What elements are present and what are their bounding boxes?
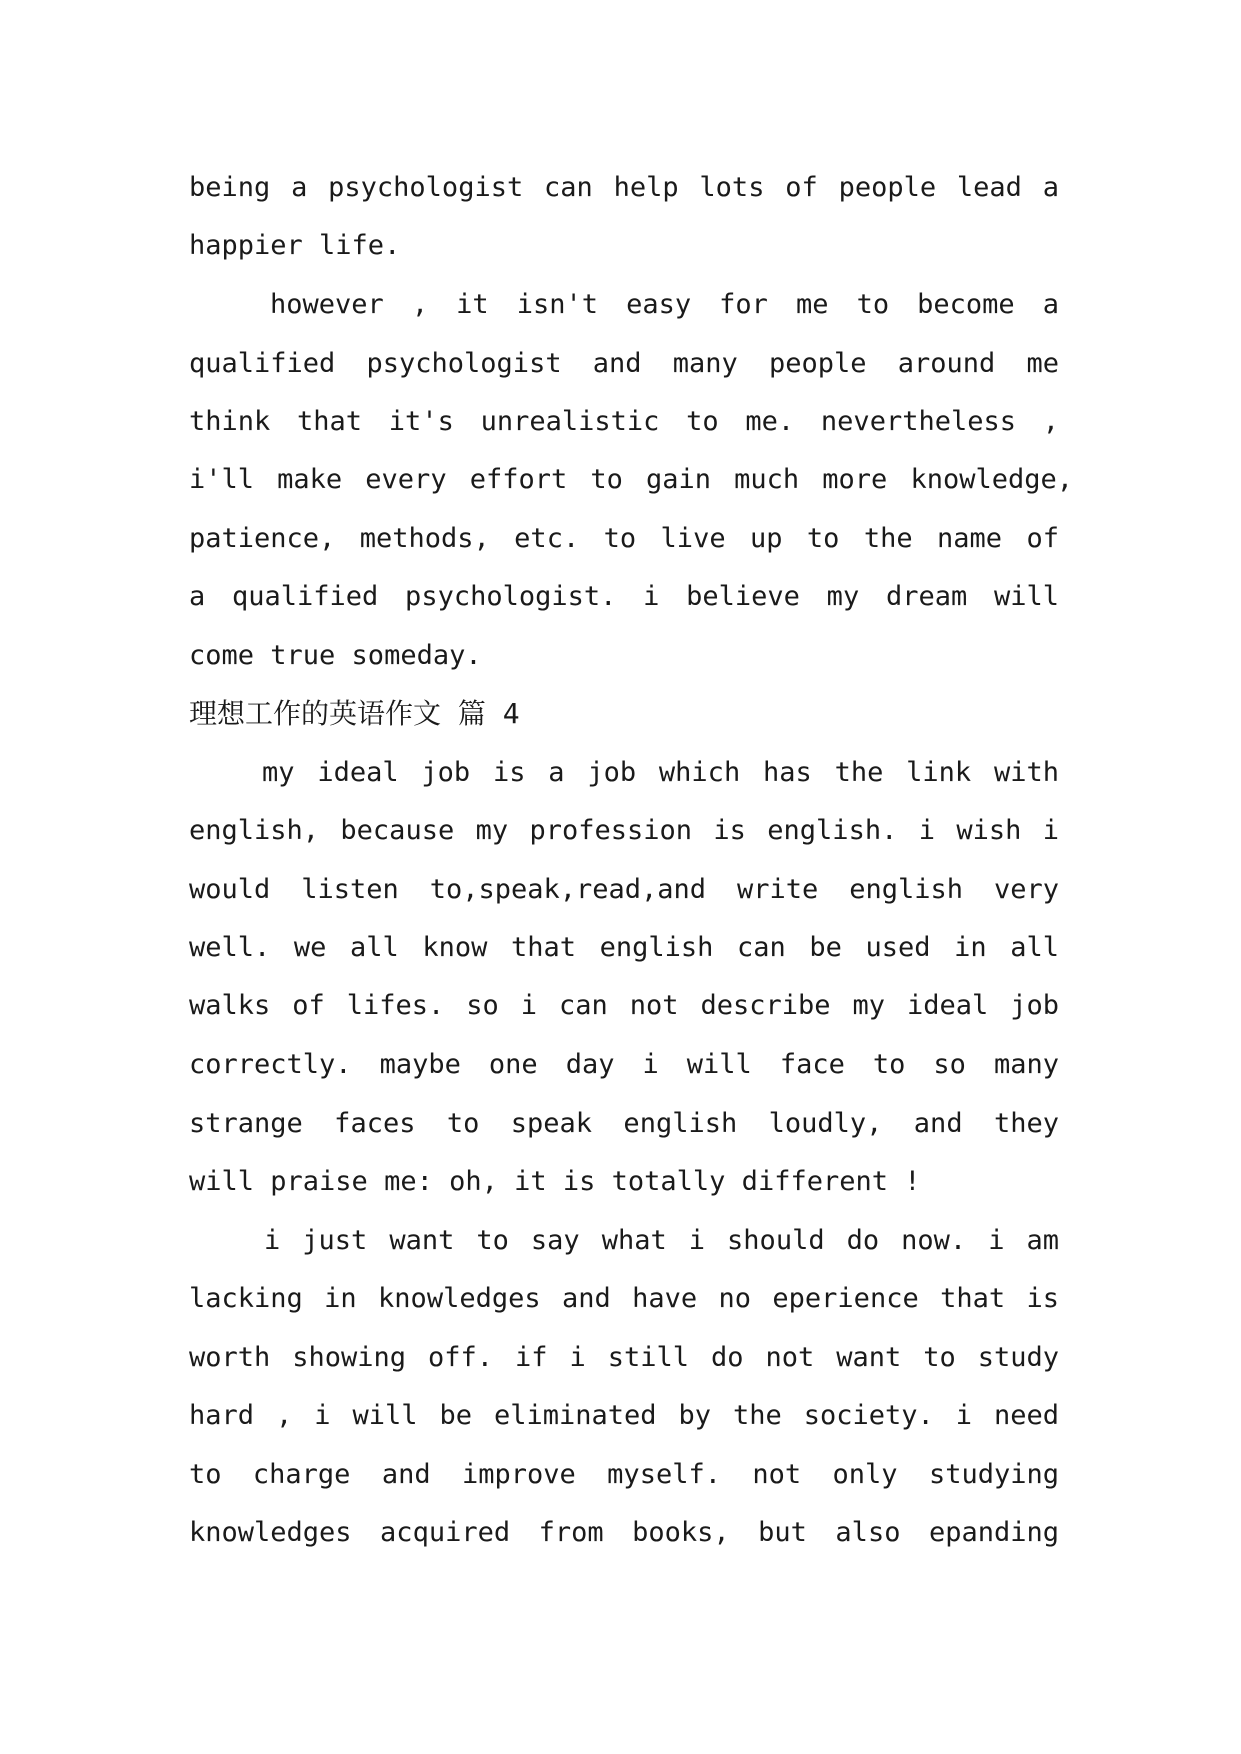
text-line: would listen to,speak,read,and write english very [189, 874, 1059, 905]
text-line: hard , i will be eliminated by the society. i need [189, 1400, 1059, 1431]
text-line: being a psychologist can help lots of people lead a [189, 172, 1059, 203]
text-line: a qualified psychologist. i believe my dream will [189, 581, 1059, 612]
text-line: worth showing off. if i still do not want to study [189, 1342, 1059, 1373]
text-line: i'll make every effort to gain much more knowledge, [189, 464, 1073, 495]
text-line: well. we all know that english can be used in all [189, 932, 1059, 963]
text-line: knowledges acquired from books, but also epanding [189, 1517, 1059, 1548]
text-line: patience, methods, etc. to live up to the name of [189, 523, 1059, 554]
text-line: english, because my profession is english. i wish i [189, 815, 1059, 846]
text-line: qualified psychologist and many people around me [189, 348, 1059, 379]
text-line: to charge and improve myself. not only studying [189, 1459, 1059, 1490]
text-line: however , it isn't easy for me to become a [270, 289, 1059, 320]
text-line: come true someday. [189, 640, 482, 671]
text-line: correctly. maybe one day i will face to so many [189, 1049, 1059, 1080]
text-line: happier life. [189, 230, 401, 261]
text-line: lacking in knowledges and have no eperience that is [189, 1283, 1059, 1314]
text-line: will praise me: oh, it is totally different ! [189, 1166, 921, 1197]
section-heading: 理想工作的英语作文 篇 4 [189, 697, 520, 730]
text-line: think that it's unrealistic to me. nevertheless , [189, 406, 1059, 437]
text-line: walks of lifes. so i can not describe my ideal job [189, 990, 1059, 1021]
text-line: i just want to say what i should do now. i am [264, 1225, 1059, 1256]
text-line: my ideal job is a job which has the link with [262, 757, 1059, 788]
text-line: strange faces to speak english loudly, and they [189, 1108, 1059, 1139]
